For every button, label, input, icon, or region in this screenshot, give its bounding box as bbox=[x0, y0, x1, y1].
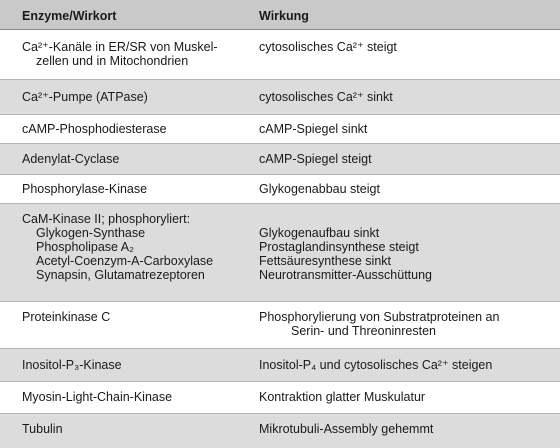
enzyme-line: Acetyl-Coenzym-A-Carboxylase bbox=[36, 254, 214, 268]
row-enzyme-cell bbox=[22, 212, 258, 282]
effect-line: cAMP-Spiegel steigt bbox=[259, 152, 372, 166]
effect-line: Prostaglandinsynthese steigt bbox=[259, 240, 419, 254]
table-row bbox=[0, 115, 560, 143]
table-header bbox=[0, 0, 560, 30]
enzyme-line: Synapsin, Glutamatrezeptoren bbox=[36, 268, 205, 282]
table-row bbox=[0, 414, 560, 448]
effect-line: Fettsäuresynthese sinkt bbox=[259, 254, 392, 268]
table-row bbox=[0, 204, 560, 301]
effect-line: Glykogenabbau steigt bbox=[259, 182, 380, 196]
enzyme-line: Inositol-P₃-Kinase bbox=[22, 358, 122, 372]
effect-line: Inositol-P₄ und cytosolisches Ca²⁺ steigen bbox=[259, 358, 493, 372]
effect-line: Glykogenaufbau sinkt bbox=[259, 226, 380, 240]
enzyme-line: CaM-Kinase II; phosphoryliert: bbox=[22, 212, 191, 226]
effect-line: Serin- und Threoninresten bbox=[291, 324, 436, 338]
enzyme-line: Phospholipase A₂ bbox=[36, 240, 134, 254]
row-effect-cell bbox=[259, 390, 559, 404]
enzyme-line: Myosin-Light-Chain-Kinase bbox=[22, 390, 173, 404]
row-effect-cell bbox=[259, 358, 559, 372]
row-effect-cell bbox=[259, 90, 559, 104]
enzyme-line: Proteinkinase C bbox=[22, 310, 111, 324]
enzyme-line: Glykogen-Synthase bbox=[36, 226, 146, 240]
effect-line: Phosphorylierung von Substratproteinen an bbox=[259, 310, 500, 324]
row-effect-cell bbox=[259, 310, 559, 338]
effect-line: cytosolisches Ca²⁺ sinkt bbox=[259, 90, 393, 104]
row-effect-cell bbox=[259, 122, 559, 136]
effect-line bbox=[259, 212, 559, 226]
row-enzyme-cell bbox=[22, 152, 258, 166]
row-effect-cell bbox=[259, 212, 559, 282]
effect-line: cAMP-Spiegel sinkt bbox=[259, 122, 368, 136]
enzyme-line: zellen und in Mitochondrien bbox=[36, 54, 189, 68]
row-enzyme-cell bbox=[22, 40, 258, 68]
enzyme-line: Ca²⁺-Kanäle in ER/SR von Muskel- bbox=[22, 40, 218, 54]
row-enzyme-cell bbox=[22, 422, 258, 436]
table-row bbox=[0, 175, 560, 203]
row-effect-cell bbox=[259, 182, 559, 196]
row-enzyme-cell bbox=[22, 122, 258, 136]
enzyme-line: Phosphorylase-Kinase bbox=[22, 182, 148, 196]
table-row bbox=[0, 302, 560, 348]
enzyme-line: Adenylat-Cyclase bbox=[22, 152, 120, 166]
table-row bbox=[0, 349, 560, 381]
row-enzyme-cell bbox=[22, 90, 258, 104]
enzyme-line: cAMP-Phosphodiesterase bbox=[22, 122, 167, 136]
effect-line: cytosolisches Ca²⁺ steigt bbox=[259, 40, 397, 54]
header-col-enzyme: Enzyme/Wirkort bbox=[22, 9, 117, 23]
row-effect-cell bbox=[259, 40, 559, 54]
row-effect-cell bbox=[259, 422, 559, 436]
enzyme-line: Tubulin bbox=[22, 422, 63, 436]
table-row bbox=[0, 30, 560, 79]
table-row bbox=[0, 382, 560, 413]
effect-line: Mikrotubuli-Assembly gehemmt bbox=[259, 422, 434, 436]
row-enzyme-cell bbox=[22, 358, 258, 372]
effect-line: Kontraktion glatter Muskulatur bbox=[259, 390, 426, 404]
row-effect-cell bbox=[259, 152, 559, 166]
row-enzyme-cell bbox=[22, 182, 258, 196]
enzyme-line: Ca²⁺-Pumpe (ATPase) bbox=[22, 90, 148, 104]
table-row bbox=[0, 80, 560, 114]
header-col-effect: Wirkung bbox=[259, 9, 309, 23]
row-enzyme-cell bbox=[22, 390, 258, 404]
table-row bbox=[0, 144, 560, 174]
effect-line: Neurotransmitter-Ausschüttung bbox=[259, 268, 432, 282]
row-enzyme-cell bbox=[22, 310, 258, 324]
